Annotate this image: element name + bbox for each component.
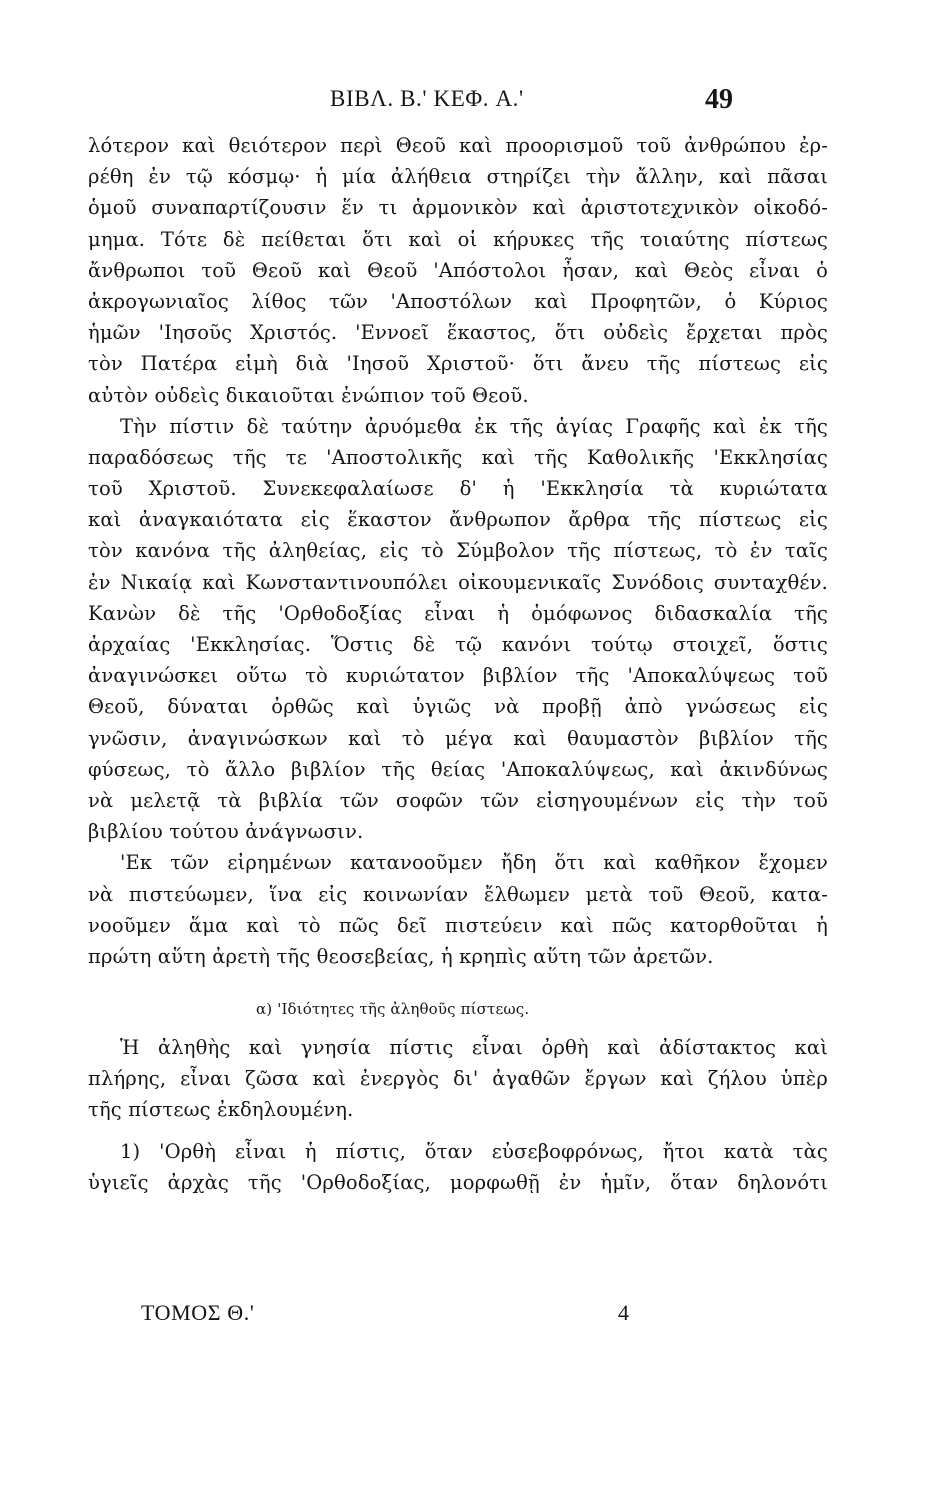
- page-number: 49: [705, 84, 733, 115]
- volume-mark: ΤΟΜΟΣ Θ.': [141, 1300, 255, 1325]
- text-line: ὁμοῦ συναπαρτίζουσιν ἕν τι ἁρμονικὸν καὶ ἀριστοτεχνικὸν οἰκοδό-: [88, 196, 828, 220]
- paragraph-1: [88, 130, 828, 411]
- text-line: Θεοῦ, δύναται ὀρθῶς καὶ ὑγιῶς νὰ προβῇ ἀπὸ γνώσεως εἰς: [88, 695, 828, 719]
- text-line: πλήρης, εἶναι ζῶσα καὶ ἐνεργὸς δι' ἀγαθῶν ἔργων καὶ ζήλου ὑπὲρ: [88, 1067, 828, 1091]
- text-line: γνῶσιν, ἀναγινώσκων καὶ τὸ μέγα καὶ θαυμαστὸν βιβλίον τῆς: [88, 726, 828, 750]
- text-line: τῆς πίστεως ἐκδηλουμένη.: [88, 1098, 354, 1122]
- text-line: λότερον καὶ θειότερον περὶ Θεοῦ καὶ προορισμοῦ τοῦ ἀνθρώπου ἐρ-: [88, 134, 828, 157]
- text-line: ρέθη ἐν τῷ κόσμῳ· ἡ μία ἀλήθεια στηρίζει τὴν ἄλλην, καὶ πᾶσαι: [88, 165, 828, 189]
- signature-mark: 4: [618, 1300, 629, 1325]
- text-line: παραδόσεως τῆς τε 'Αποστολικῆς καὶ τῆς Καθολικῆς 'Εκκλησίας: [88, 445, 828, 469]
- text-line: νοοῦμεν ἅμα καὶ τὸ πῶς δεῖ πιστεύειν καὶ πῶς κατορθοῦται ἡ: [88, 913, 828, 937]
- text-line: μημα. Τότε δὲ πείθεται ὅτι καὶ οἱ κήρυκες τῆς τοιαύτης πίστεως: [88, 227, 828, 251]
- paragraph-4: [88, 1032, 828, 1126]
- text-line: ὑγιεῖς ἀρχὰς τῆς 'Ορθοδοξίας, μορφωθῇ ἐν ἡμῖν, ὅταν δηλονότι: [88, 1170, 828, 1194]
- text-line: νὰ πιστεύωμεν, ἵνα εἰς κοινωνίαν ἔλθωμεν μετὰ τοῦ Θεοῦ, κατα-: [88, 882, 828, 906]
- section-subheading: α) 'Ιδιότητες τῆς ἀληθοῦς πίστεως.: [256, 1000, 530, 1019]
- text-line: ἀκρογωνιαῖος λίθος τῶν 'Αποστόλων καὶ Προφητῶν, ὁ Κύριος: [88, 289, 828, 313]
- section-spacer: [88, 1126, 828, 1136]
- page-header: [0, 86, 928, 120]
- page-footer: [0, 1300, 928, 1340]
- text-line: νὰ μελετᾷ τὰ βιβλία τῶν σοφῶν τῶν εἰσηγουμένων εἰς τὴν τοῦ: [88, 788, 828, 812]
- paragraph-5: [88, 1136, 828, 1198]
- text-line: ἡμῶν 'Ιησοῦς Χριστός. 'Εννοεῖ ἕκαστος, ὅτι οὐδεὶς ἔρχεται πρὸς: [88, 321, 828, 345]
- running-head: BIBΛ. B.' KEΦ. A.': [330, 86, 524, 111]
- text-line: ἄνθρωποι τοῦ Θεοῦ καὶ Θεοῦ 'Απόστολοι ἦσαν, καὶ Θεὸς εἶναι ὁ: [88, 258, 828, 282]
- text-line: Κανὼν δὲ τῆς 'Ορθοδοξίας εἶναι ἡ ὁμόφωνος διδασκαλία τῆς: [88, 601, 828, 625]
- text-line: βιβλίου τούτου ἀνάγνωσιν.: [88, 820, 364, 844]
- paragraph-3: [88, 847, 828, 972]
- text-line: ἀναγινώσκει οὕτω τὸ κυριώτατον βιβλίον τῆς 'Αποκαλύψεως τοῦ: [88, 664, 828, 688]
- text-line: 'Εκ τῶν εἰρημένων κατανοοῦμεν ἤδη ὅτι καὶ καθῆκον ἔχομεν: [120, 851, 828, 875]
- text-line: Τὴν πίστιν δὲ ταύτην ἀρυόμεθα ἐκ τῆς ἁγίας Γραφῆς καὶ ἐκ τῆς: [120, 414, 828, 438]
- text-line: φύσεως, τὸ ἄλλο βιβλίον τῆς θείας 'Αποκαλύψεως, καὶ ἀκινδύνως: [88, 757, 828, 781]
- paragraph-2: [88, 411, 828, 848]
- text-line: καὶ ἀναγκαιότατα εἰς ἕκαστον ἄνθρωπον ἄρθρα τῆς πίστεως εἰς: [88, 508, 828, 532]
- text-line: τὸν κανόνα τῆς ἀληθείας, εἰς τὸ Σύμβολον τῆς πίστεως, τὸ ἐν ταῖς: [88, 539, 828, 563]
- body-text: [88, 130, 828, 1198]
- text-line: ἐν Νικαίᾳ καὶ Κωνσταντινουπόλει οἰκουμενικαῖς Συνόδοις συνταχθέν.: [88, 570, 828, 594]
- text-line: ἀρχαίας 'Εκκλησίας. Ὅστις δὲ τῷ κανόνι τούτῳ στοιχεῖ, ὅστις: [88, 633, 828, 656]
- text-line: τὸν Πατέρα εἰμὴ διὰ 'Ιησοῦ Χριστοῦ· ὅτι ἄνευ τῆς πίστεως εἰς: [88, 352, 828, 376]
- text-line: τοῦ Χριστοῦ. Συνεκεφαλαίωσε δ' ἡ 'Εκκλησία τὰ κυριώτατα: [88, 477, 828, 501]
- text-line: αὐτὸν οὐδεὶς δικαιοῦται ἐνώπιον τοῦ Θεοῦ.: [88, 383, 529, 407]
- text-line: πρώτη αὕτη ἀρετὴ τῆς θεοσεβείας, ἡ κρηπὶς αὕτη τῶν ἀρετῶν.: [88, 944, 714, 968]
- text-line: 1) 'Ορθὴ εἶναι ἡ πίστις, ὅταν εὐσεβοφρόνως, ἤτοι κατὰ τὰς: [120, 1139, 828, 1163]
- section-spacer: [88, 1024, 828, 1032]
- text-line: Ἡ ἀληθὴς καὶ γνησία πίστις εἶναι ὀρθὴ καὶ ἀδίστακτος καὶ: [120, 1036, 828, 1060]
- section-spacer: [88, 972, 828, 994]
